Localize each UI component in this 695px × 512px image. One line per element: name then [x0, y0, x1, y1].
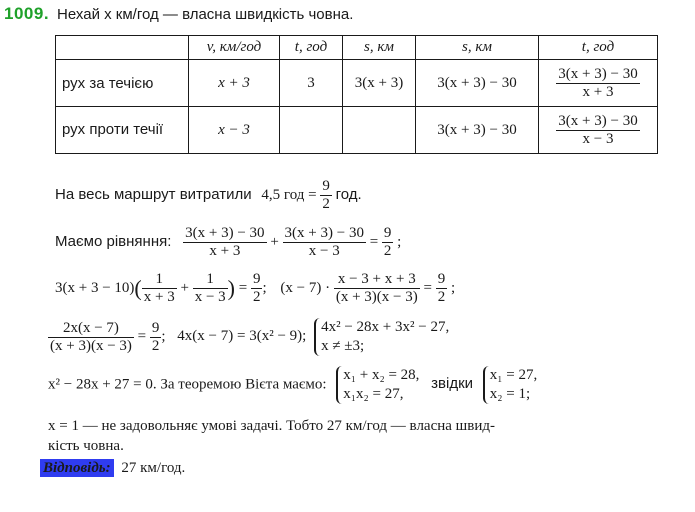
cell-v: x − 3 [189, 107, 280, 154]
cell-t2 [539, 107, 658, 154]
speed-table [55, 35, 658, 154]
problem-intro: Нехай x км/год — власна швидкість човна. [57, 6, 354, 23]
fraction: $\frac{2x(x - 7)}{(x + 3)(x - 3)}$ [50, 319, 132, 354]
table-header-row [56, 36, 658, 60]
fraction: $\frac{9}{2}$ [383, 225, 392, 259]
problem-number: 1009. [4, 4, 50, 23]
table-header-cell: s, км [416, 36, 539, 60]
answer-line [40, 460, 185, 477]
cell-t2 [539, 60, 658, 107]
answer-value: 27 км/год. [121, 460, 186, 476]
total-time-line: На весь маршрут витратили 4,5 год = $\frac{9}{2}$ год. [55, 178, 362, 212]
table-header-cell: t, год [539, 36, 658, 60]
equation-line-3: $\frac{2x(x - 7)}{(x + 3)(x - 3)}$ = $\frac{9}{2}$ ; 4x(x − 7) = 3(x² − 9); 4x² − 28x + 3x² − 27, x ≠ ±3; [50, 319, 450, 354]
fraction: $\frac{3(x + 3) - 30}{x + 3}$ [558, 65, 638, 100]
fraction: $\frac{3(x + 3) - 30}{x - 3}$ [284, 225, 364, 259]
fraction: $\frac{1}{x + 3}$ [143, 271, 175, 305]
conclusion-line-2: кість човна. [48, 438, 124, 454]
system-brace: 4x² − 28x + 3x² − 27, x ≠ ±3; [314, 318, 449, 356]
problem-header [4, 4, 353, 24]
fraction: $\frac{9}{2}$ [252, 271, 261, 305]
equation-line-1: Маємо рівняння: $\frac{3(x + 3) - 30}{x + 3}$ + $\frac{3(x + 3) - 30}{x - 3}$ = $\frac{9}{2}$ ; [55, 225, 402, 259]
fraction: $\frac{3(x + 3) - 30}{x + 3}$ [185, 225, 265, 259]
fraction: $\frac{9}{2}$ [437, 271, 446, 305]
cell-v: x + 3 [189, 60, 280, 107]
table-header-cell [56, 36, 189, 60]
row-label: рух проти течії [56, 107, 189, 154]
cell-t: 3 [280, 60, 343, 107]
table-row [56, 107, 658, 154]
cell-s2: 3(x + 3) − 30 [416, 107, 539, 154]
table-row [56, 60, 658, 107]
cell-s2: 3(x + 3) − 30 [416, 60, 539, 107]
fraction: $\frac{9}{2}$ [151, 319, 160, 354]
fraction: $\frac{3(x + 3) - 30}{x - 3}$ [558, 112, 638, 147]
system-brace: x₁ = 27, x₂ = 1; [483, 366, 537, 404]
table-header-cell: v, км/год [189, 36, 280, 60]
table-header-cell: t, год [280, 36, 343, 60]
equation-line-2: 3(x + 3 − 10)( $\frac{1}{x + 3}$ + $\frac{1}{x - 3}$ ) = $\frac{9}{2}$ ; (x − 7) · $\frac{x - 3 + x + 3}{(x + 3)(x - 3)}$ = $\frac{9}{2}$ ; [55, 271, 456, 305]
row-label: рух за течією [56, 60, 189, 107]
cell-s [343, 107, 416, 154]
fraction: $\frac{1}{x - 3}$ [194, 271, 226, 305]
fraction: $\frac{x - 3 + x + 3}{(x + 3)(x - 3)}$ [335, 271, 418, 305]
conclusion-line-1: x = 1 — не задовольняє умові задачі. Тобто 27 км/год — власна швид- [48, 418, 495, 434]
cell-t [280, 107, 343, 154]
fraction: $\frac{9}{2}$ [322, 178, 330, 212]
cell-s: 3(x + 3) [343, 60, 416, 107]
vieta-line: x² − 28x + 27 = 0. За теоремою Вієта маємо: x₁ + x₂ = 28, x₁x₂ = 27, звідки x₁ = 27, x₂ = 1; [48, 367, 538, 402]
system-brace: x₁ + x₂ = 28, x₁x₂ = 27, [336, 366, 419, 404]
answer-label: Відповідь: [40, 459, 114, 477]
table-header-cell: s, км [343, 36, 416, 60]
